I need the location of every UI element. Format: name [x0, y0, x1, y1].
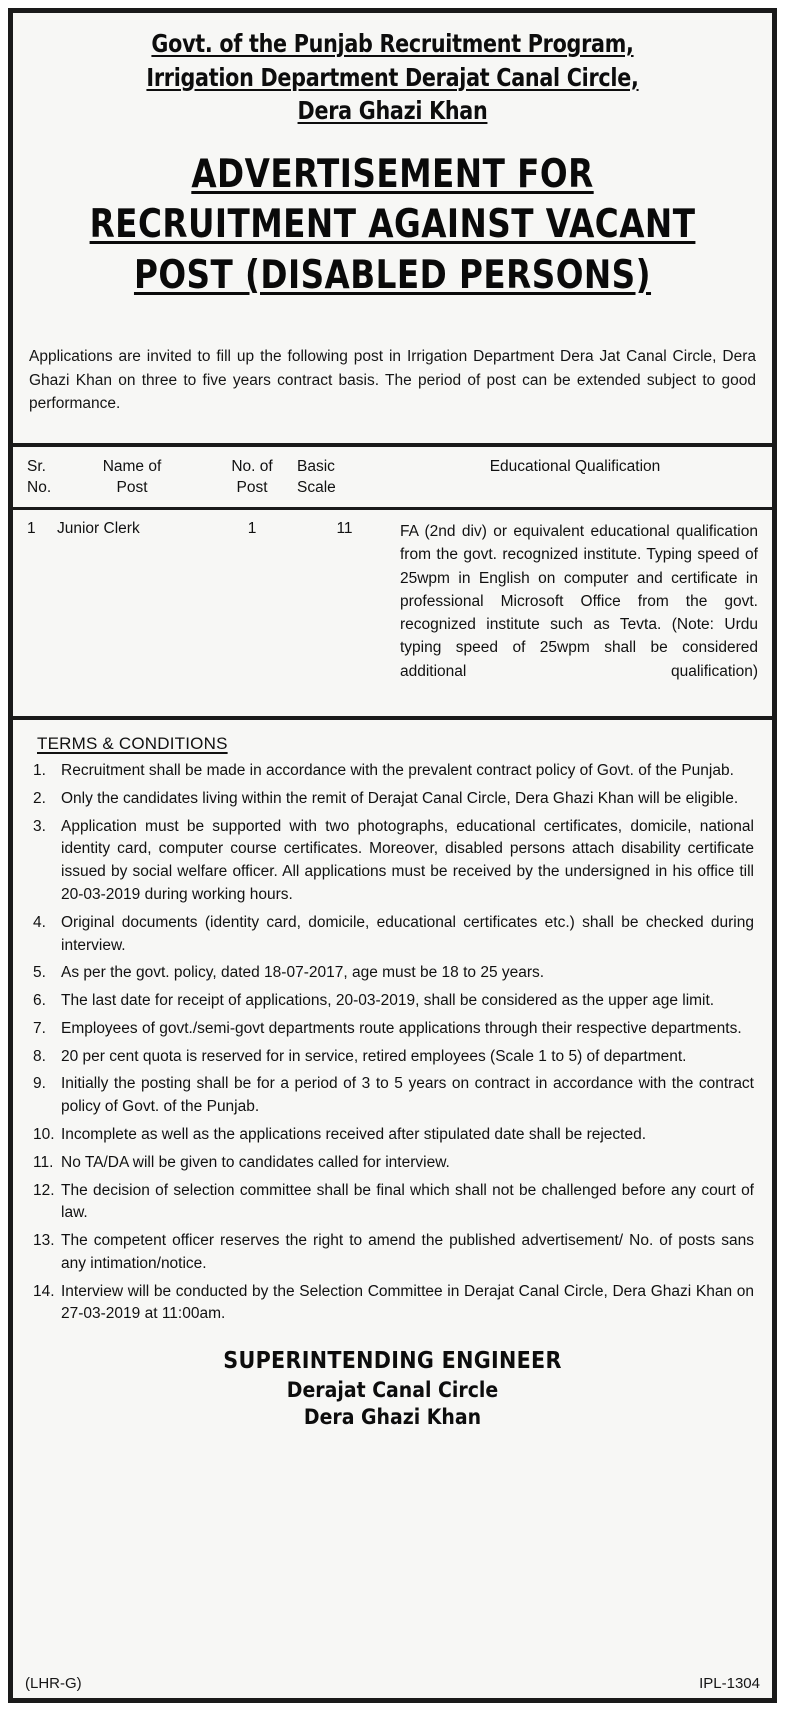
term-text: Original documents (identity card, domicile, educational certificates etc.) shall be checked during interview. — [61, 913, 754, 954]
term-text: Application must be supported with two photographs, educational certificates, domicile, national identity card, computer course certificates. Moreover, disabled persons attach disability certificate issued by social welfare officer. All applications must be received by the undersigned in his office till 20-03-2019 during working hours. — [61, 817, 754, 903]
cell-basic-scale: 11 — [336, 520, 353, 538]
column-header-no-of-post — [207, 457, 297, 499]
term-number: 7. — [33, 1019, 46, 1037]
term-number: 2. — [33, 789, 46, 807]
term-number: 4. — [33, 913, 46, 931]
term-text: Only the candidates living within the remit of Derajat Canal Circle, Dera Ghazi Khan will be eligible. — [61, 789, 739, 807]
column-header-educational-qualification — [392, 457, 772, 499]
term-text: As per the govt. policy, dated 18-07-2017, age must be 18 to 25 years. — [61, 964, 545, 982]
term-number: 14. — [33, 1282, 55, 1300]
footer-row — [13, 1669, 772, 1698]
term-text: Initially the posting shall be for a period of 3 to 5 years on contract in accordance with the contract policy of Govt. of the Punjab. — [61, 1075, 754, 1116]
term-item — [27, 1046, 758, 1069]
term-number: 13. — [33, 1232, 55, 1250]
term-item — [27, 1124, 758, 1147]
term-text: Incomplete as well as the applications received after stipulated date shall be rejected. — [61, 1125, 647, 1143]
term-number: 12. — [33, 1181, 55, 1199]
sr-no-line-2: No. — [27, 479, 52, 497]
column-header-basic-scale — [297, 457, 392, 499]
term-item — [27, 1152, 758, 1175]
terms-and-conditions-section — [13, 720, 772, 1669]
footer-left-code: (LHR-G) — [25, 1675, 82, 1692]
term-item — [27, 1281, 758, 1327]
term-item — [27, 788, 758, 811]
organization-title — [60, 27, 725, 128]
basic-scale-line-2: Scale — [297, 479, 336, 497]
advertisement-title-line-2: RECRUITMENT AGAINST VACANT — [89, 202, 696, 248]
term-item — [27, 760, 758, 783]
term-text: No TA/DA will be given to candidates called for interview. — [61, 1153, 450, 1171]
name-of-post-line-2: Post — [116, 479, 148, 497]
signature-city: Dera Ghazi Khan — [303, 1404, 482, 1429]
term-item — [27, 816, 758, 907]
term-item — [27, 1230, 758, 1276]
term-text: Recruitment shall be made in accordance with the prevalent contract policy of Govt. of the Punjab. — [61, 762, 734, 780]
cell-sr-no: 1 — [27, 520, 36, 538]
term-number: 5. — [33, 964, 46, 982]
term-number: 3. — [33, 817, 46, 835]
term-text: Interview will be conducted by the Selection Committee in Derajat Canal Circle, Dera Ghazi Khan on 27-03-2019 at 11:00am. — [61, 1282, 754, 1323]
term-item — [27, 1018, 758, 1041]
term-number: 6. — [33, 992, 46, 1010]
column-header-name-of-post — [57, 457, 207, 499]
organization-title-line-3: Dera Ghazi Khan — [297, 96, 488, 125]
advertisement-frame — [8, 8, 777, 1703]
advertisement-title — [56, 150, 728, 302]
term-item — [27, 962, 758, 985]
signature-office: Derajat Canal Circle — [286, 1377, 499, 1402]
column-header-sr-no — [13, 457, 57, 499]
advertisement-title-line-1: ADVERTISEMENT FOR — [191, 151, 594, 197]
no-of-post-line-2: Post — [236, 479, 268, 497]
table-header-row — [13, 447, 772, 510]
term-item — [27, 1073, 758, 1119]
term-number: 8. — [33, 1047, 46, 1065]
intro-section — [13, 312, 772, 448]
term-item — [27, 1180, 758, 1226]
educational-qualification-line-1: Educational Qualification — [489, 458, 661, 476]
signature-block — [27, 1331, 758, 1436]
header-block — [13, 13, 772, 312]
term-text: 20 per cent quota is reserved for in service, retired employees (Scale 1 to 5) of department. — [61, 1047, 687, 1065]
advertisement-title-line-3: POST (DISABLED PERSONS) — [133, 252, 652, 298]
table-row — [13, 510, 772, 716]
basic-scale-line-1: Basic — [297, 458, 335, 476]
term-number: 9. — [33, 1075, 46, 1093]
name-of-post-line-1: Name of — [102, 458, 162, 476]
term-text: The decision of selection committee shall be final which shall not be challenged before any court of law. — [61, 1181, 754, 1222]
cell-no-of-post: 1 — [247, 520, 257, 538]
cell-educational-qualification: FA (2nd div) or equivalent educational qualification from the govt. recognized institute. Typing speed of 25wpm in English on computer and certificate in professional Microsoft Office from the govt. recognized institute such as Tevta. (Note: Urdu typing speed of 25wpm shall be considered additional qualification) — [400, 523, 758, 680]
organization-title-line-1: Govt. of the Punjab Recruitment Program, — [151, 29, 634, 58]
term-text: The competent officer reserves the right to amend the published advertisement/ No. of posts sans any intimation/notice. — [61, 1232, 754, 1272]
intro-paragraph: Applications are invited to fill up the following post in Irrigation Department Dera Jat Canal Circle, Dera Ghazi Khan on three to five years contract basis. The period of post can be extended subject to good performance. — [29, 348, 756, 413]
post-table — [13, 447, 772, 720]
footer-right-code: IPL-1304 — [699, 1675, 760, 1692]
cell-name-of-post: Junior Clerk — [57, 520, 140, 538]
sr-no-line-1: Sr. — [27, 458, 46, 476]
term-number: 10. — [33, 1125, 55, 1143]
term-item — [27, 912, 758, 958]
no-of-post-line-1: No. of — [231, 458, 273, 476]
term-text: The last date for receipt of applications, 20-03-2019, shall be considered as the upper age limit. — [61, 992, 715, 1010]
signature-designation: SUPERINTENDING ENGINEER — [223, 1348, 562, 1375]
terms-heading: TERMS & CONDITIONS — [37, 734, 228, 754]
terms-list — [27, 760, 758, 1326]
term-item — [27, 990, 758, 1013]
term-number: 11. — [33, 1153, 54, 1171]
term-number: 1. — [33, 762, 46, 780]
organization-title-line-2: Irrigation Department Derajat Canal Circle, — [146, 62, 639, 92]
term-text: Employees of govt./semi-govt departments route applications through their respective departments. — [61, 1019, 742, 1037]
